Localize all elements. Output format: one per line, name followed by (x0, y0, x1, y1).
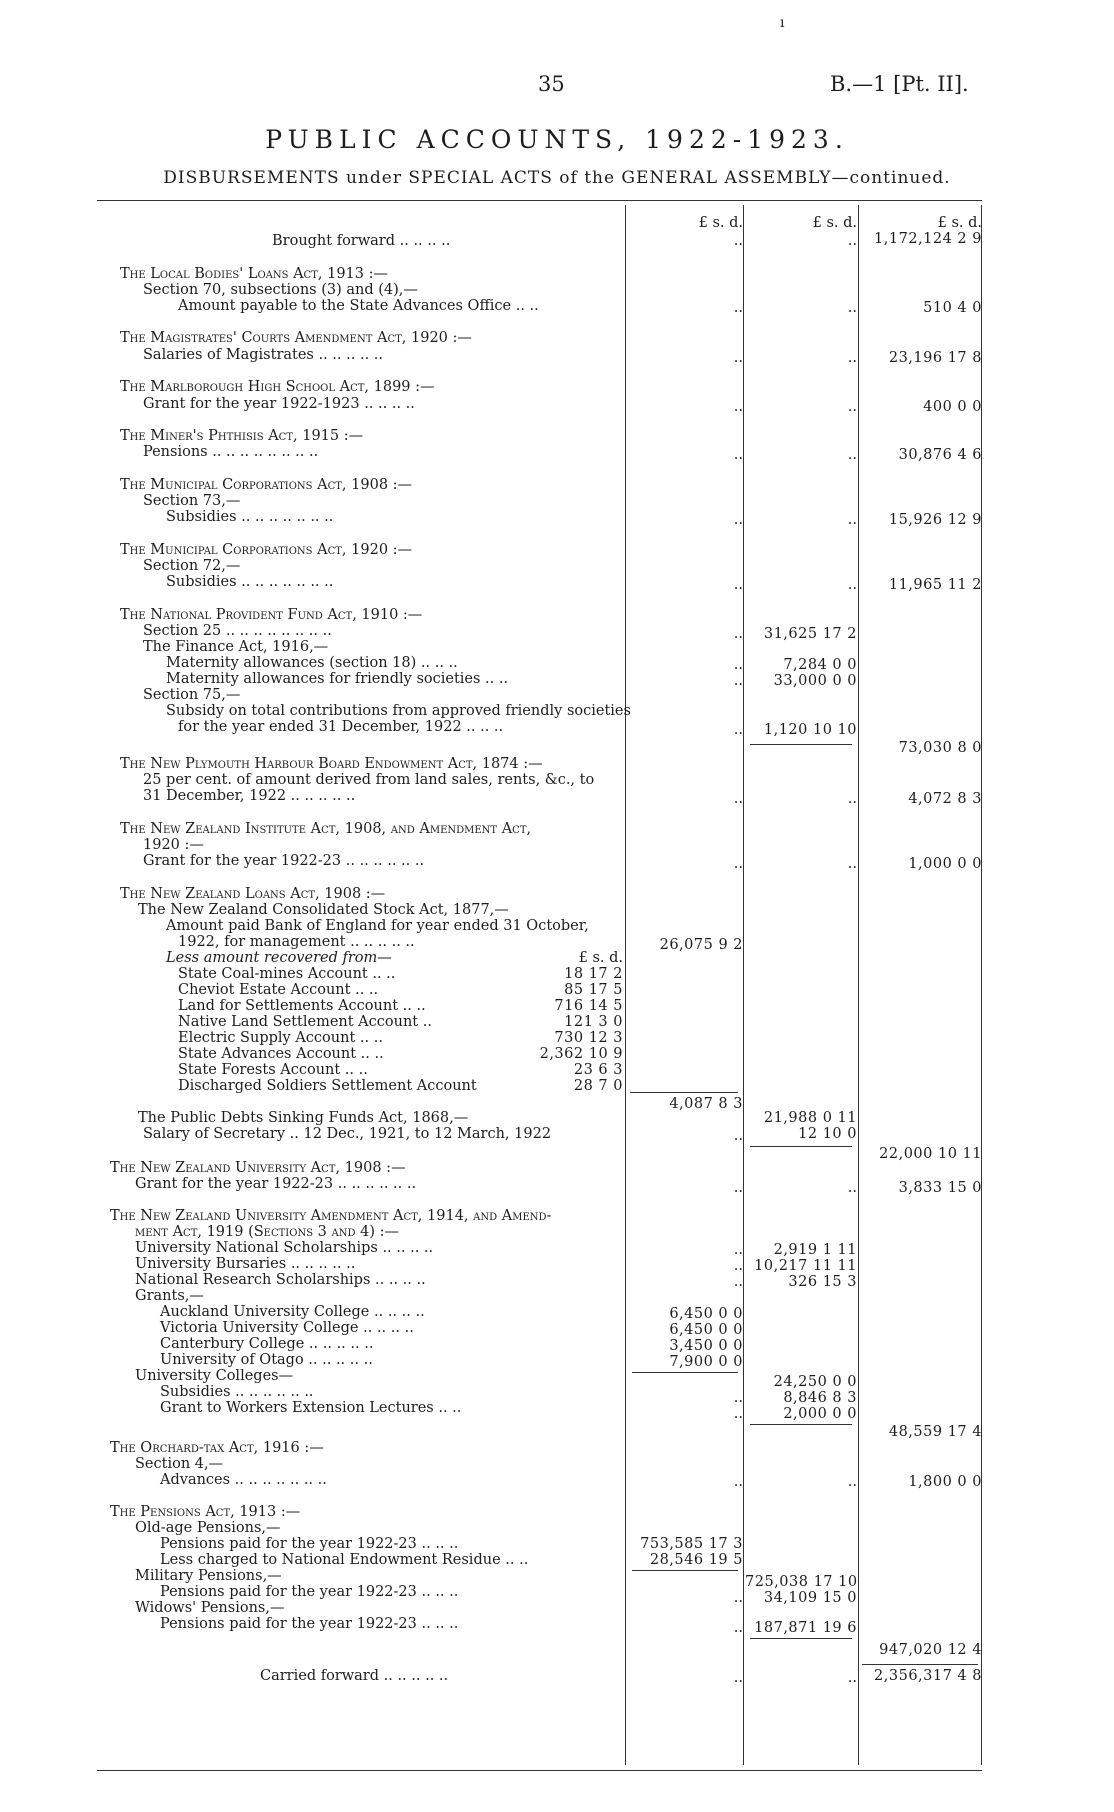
amount: .. (733, 1590, 743, 1606)
grant-item: Victoria University College .. .. .. .. (160, 1320, 414, 1336)
amount: 24,250 0 0 (773, 1374, 857, 1390)
amount: 12 10 0 (798, 1126, 857, 1142)
line-item: Grant for the year 1922-23 .. .. .. .. .. .. (143, 853, 425, 869)
subtotal-amount: 22,000 10 11 (879, 1146, 982, 1162)
line-item: The Public Debts Sinking Funds Act, 1868,— (138, 1110, 469, 1126)
amount: .. (733, 856, 743, 872)
amount: 8,846 8 3 (783, 1390, 857, 1406)
amount: .. (847, 512, 857, 528)
recovery-account: Native Land Settlement Account .. (178, 1014, 432, 1030)
subtotal-amount: 48,559 17 4 (888, 1424, 982, 1440)
inner-column-header: £ s. d. (578, 950, 623, 966)
amount: 10,217 11 11 (754, 1258, 857, 1274)
amount: .. (847, 350, 857, 366)
grant-item: University of Otago .. .. .. .. .. (160, 1352, 373, 1368)
act-heading: The National Provident Fund Act, 1910 :— (120, 607, 423, 623)
amount: 400 0 0 (923, 399, 982, 415)
amount: .. (847, 577, 857, 593)
amount: 26,075 9 2 (659, 937, 743, 953)
line-item: Section 4,— (135, 1456, 224, 1472)
amount: .. (847, 791, 857, 807)
page-subtitle: DISBURSEMENTS under SPECIAL ACTS of the GENERAL ASSEMBLY—continued. (163, 168, 951, 188)
act-heading: The New Plymouth Harbour Board Endowment Act, 1874 :— (120, 756, 543, 772)
amount: 34,109 15 0 (763, 1590, 857, 1606)
amount: .. (847, 856, 857, 872)
line-item: Grants,— (135, 1288, 204, 1304)
column-divider-1 (625, 205, 626, 1765)
subtotal-rule (750, 1638, 852, 1639)
amount: 31,625 17 2 (763, 626, 857, 642)
table-bottom-rule (97, 1770, 982, 1771)
line-item: Less charged to National Endowment Residue .. .. (160, 1552, 529, 1568)
line-item: University Colleges— (135, 1368, 294, 1384)
amount: 3,450 0 0 (669, 1338, 743, 1354)
column-header-3: £ s. d. (937, 215, 982, 231)
amount: .. (847, 233, 857, 249)
amount: 23,196 17 8 (888, 350, 982, 366)
line-item: Pensions paid for the year 1922-23 .. .. .. (160, 1584, 459, 1600)
recovery-account: State Coal-mines Account .. .. (178, 966, 396, 982)
amount: 30,876 4 6 (898, 447, 982, 463)
line-item: Widows' Pensions,— (135, 1600, 285, 1616)
act-heading: The New Zealand University Amendment Act, 1914, and Amend- (110, 1208, 552, 1224)
amount: 3,833 15 0 (898, 1180, 982, 1196)
line-item: 25 per cent. of amount derived from land sales, rents, &c., to (143, 772, 595, 788)
line-item: for the year ended 31 December, 1922 .. .. .. (178, 719, 504, 735)
amount: .. (733, 300, 743, 316)
amount: .. (733, 399, 743, 415)
act-heading: The Local Bodies' Loans Act, 1913 :— (120, 266, 388, 282)
amount: .. (733, 1258, 743, 1274)
amount: .. (733, 791, 743, 807)
amount: .. (733, 1128, 743, 1144)
line-item: University National Scholarships .. .. .. .. (135, 1240, 434, 1256)
amount: .. (733, 657, 743, 673)
amount: .. (733, 1406, 743, 1422)
amount: 6,450 0 0 (669, 1322, 743, 1338)
act-heading: The New Zealand Loans Act, 1908 :— (120, 886, 386, 902)
amount: .. (733, 1620, 743, 1636)
line-item: Section 70, subsections (3) and (4),— (143, 282, 418, 298)
subtotal-rule (632, 1570, 738, 1571)
amount: .. (733, 233, 743, 249)
subtotal-amount: 947,020 12 4 (879, 1642, 982, 1658)
amount: .. (733, 1242, 743, 1258)
amount: .. (733, 350, 743, 366)
amount: 1,120 10 10 (763, 722, 857, 738)
amount: 1,800 0 0 (908, 1474, 982, 1490)
amount: 11,965 11 2 (888, 577, 982, 593)
recovery-amount: 18 17 2 (564, 966, 623, 982)
line-item: The Finance Act, 1916,— (143, 639, 329, 655)
recovery-account: Discharged Soldiers Settlement Account (178, 1078, 477, 1094)
recovery-amount: 23 6 3 (573, 1062, 623, 1078)
line-item: National Research Scholarships .. .. .. .. (135, 1272, 426, 1288)
act-heading: The Pensions Act, 1913 :— (110, 1504, 301, 1520)
line-item: Salary of Secretary .. 12 Dec., 1921, to 12 March, 1922 (143, 1126, 552, 1142)
column-divider-2 (743, 205, 744, 1765)
line-item: Old-age Pensions,— (135, 1520, 281, 1536)
act-heading: The New Zealand Institute Act, 1908, and Amendment Act, (120, 821, 532, 837)
act-heading-cont: ment Act, 1919 (Sections 3 and 4) :— (135, 1224, 399, 1240)
amount: .. (733, 1670, 743, 1686)
recovery-amount: 730 12 3 (554, 1030, 623, 1046)
amount: .. (733, 673, 743, 689)
act-heading: The Municipal Corporations Act, 1908 :— (120, 477, 413, 493)
amount: .. (733, 512, 743, 528)
subtotal-rule (750, 744, 852, 745)
recovery-amount: 716 14 5 (554, 998, 623, 1014)
amount: 1,000 0 0 (908, 856, 982, 872)
amount: 21,988 0 11 (763, 1110, 857, 1126)
amount: .. (733, 1274, 743, 1290)
amount: 28,546 19 5 (649, 1552, 743, 1568)
amount: .. (733, 1180, 743, 1196)
document-reference: B.—1 [Pt. II]. (830, 72, 969, 96)
recovery-amount: 2,362 10 9 (539, 1046, 623, 1062)
line-item: Subsidy on total contributions from approved friendly societies (166, 703, 631, 719)
line-item: Section 75,— (143, 687, 241, 703)
column-divider-4 (981, 205, 982, 1765)
amount: 187,871 19 6 (754, 1620, 857, 1636)
amount: 326 15 3 (788, 1274, 857, 1290)
subtotal-rule (750, 1146, 852, 1147)
recovery-account: State Advances Account .. .. (178, 1046, 384, 1062)
line-item: Amount payable to the State Advances Office .. .. (178, 298, 539, 314)
line-item: Maternity allowances for friendly societies .. .. (166, 671, 509, 687)
act-heading: The Marlborough High School Act, 1899 :— (120, 379, 435, 395)
line-item: Subsidies .. .. .. .. .. .. (160, 1384, 314, 1400)
line-item: Section 25 .. .. .. .. .. .. .. .. (143, 623, 332, 639)
line-item: Section 72,— (143, 558, 241, 574)
amount: .. (733, 626, 743, 642)
brought-forward-amount: 1,172,124 2 9 (874, 231, 982, 247)
margin-mark: ı (780, 15, 785, 31)
brought-forward-label: Brought forward .. .. .. .. (272, 233, 451, 249)
amount: 4,087 8 3 (669, 1096, 743, 1112)
line-item: Pensions paid for the year 1922-23 .. .. .. (160, 1536, 459, 1552)
line-item: Grant to Workers Extension Lectures .. .. (160, 1400, 462, 1416)
amount: 725,038 17 10 (745, 1574, 858, 1590)
column-divider-3 (858, 205, 859, 1765)
amount: 2,919 1 11 (773, 1242, 857, 1258)
line-item: Pensions .. .. .. .. .. .. .. .. (143, 444, 319, 460)
line-item: The New Zealand Consolidated Stock Act, 1877,— (138, 902, 509, 918)
amount: .. (847, 447, 857, 463)
amount: .. (847, 1474, 857, 1490)
amount: 510 4 0 (923, 300, 982, 316)
column-header-2: £ s. d. (812, 215, 857, 231)
grant-item: Canterbury College .. .. .. .. .. (160, 1336, 374, 1352)
amount: 7,900 0 0 (669, 1354, 743, 1370)
page-number: 35 (538, 72, 565, 96)
line-item: Subsidies .. .. .. .. .. .. .. (166, 574, 334, 590)
subtotal-rule (632, 1372, 738, 1373)
line-item: Military Pensions,— (135, 1568, 282, 1584)
act-heading: The New Zealand University Act, 1908 :— (110, 1160, 406, 1176)
line-item: Grant for the year 1922-23 .. .. .. .. .. .. (135, 1176, 417, 1192)
line-item: 31 December, 1922 .. .. .. .. .. (143, 788, 356, 804)
recovery-amount: 121 3 0 (564, 1014, 623, 1030)
amount: .. (847, 1670, 857, 1686)
line-item: Maternity allowances (section 18) .. .. .. (166, 655, 458, 671)
grant-item: Auckland University College .. .. .. .. (160, 1304, 425, 1320)
amount: .. (733, 447, 743, 463)
carried-forward-label: Carried forward .. .. .. .. .. (260, 1668, 449, 1684)
subtotal-rule (750, 1424, 852, 1425)
page-title: PUBLIC ACCOUNTS, 1922-1923. (265, 125, 849, 154)
amount: 7,284 0 0 (783, 657, 857, 673)
table-top-rule (97, 200, 982, 201)
amount: 2,000 0 0 (783, 1406, 857, 1422)
recovery-account: Electric Supply Account .. .. (178, 1030, 383, 1046)
line-item: 1922, for management .. .. .. .. .. (178, 934, 415, 950)
line-item: Section 73,— (143, 493, 241, 509)
act-heading: The Miner's Phthisis Act, 1915 :— (120, 428, 364, 444)
act-heading: The Magistrates' Courts Amendment Act, 1920 :— (120, 330, 472, 346)
amount: .. (847, 1180, 857, 1196)
recovery-amount: 28 7 0 (573, 1078, 623, 1094)
line-item: Amount paid Bank of England for year ended 31 October, (166, 918, 589, 934)
line-item: Salaries of Magistrates .. .. .. .. .. (143, 347, 384, 363)
amount: .. (847, 399, 857, 415)
line-item: Advances .. .. .. .. .. .. .. (160, 1472, 327, 1488)
amount: 15,926 12 9 (888, 512, 982, 528)
act-heading: The Orchard-tax Act, 1916 :— (110, 1440, 324, 1456)
amount: .. (733, 1390, 743, 1406)
carried-forward-amount: 2,356,317 4 8 (874, 1668, 982, 1684)
amount: .. (733, 1474, 743, 1490)
amount: 6,450 0 0 (669, 1306, 743, 1322)
amount: 33,000 0 0 (773, 673, 857, 689)
act-heading: The Municipal Corporations Act, 1920 :— (120, 542, 413, 558)
subtotal-rule (630, 1092, 738, 1093)
act-heading-cont: 1920 :— (143, 837, 204, 853)
amount: .. (847, 300, 857, 316)
recovery-account: State Forests Account .. .. (178, 1062, 368, 1078)
amount: 753,585 17 3 (640, 1536, 743, 1552)
line-item: University Bursaries .. .. .. .. .. (135, 1256, 356, 1272)
column-header-1: £ s. d. (698, 215, 743, 231)
line-item: Subsidies .. .. .. .. .. .. .. (166, 509, 334, 525)
line-item: Pensions paid for the year 1922-23 .. .. .. (160, 1616, 459, 1632)
amount: 4,072 8 3 (908, 791, 982, 807)
line-item: Less amount recovered from— (166, 950, 392, 966)
recovery-account: Land for Settlements Account .. .. (178, 998, 426, 1014)
amount: .. (733, 577, 743, 593)
recovery-amount: 85 17 5 (564, 982, 623, 998)
amount: .. (733, 722, 743, 738)
subtotal-amount: 73,030 8 0 (898, 740, 982, 756)
recovery-account: Cheviot Estate Account .. .. (178, 982, 379, 998)
total-rule (862, 1664, 978, 1665)
line-item: Grant for the year 1922-1923 .. .. .. .. (143, 396, 415, 412)
